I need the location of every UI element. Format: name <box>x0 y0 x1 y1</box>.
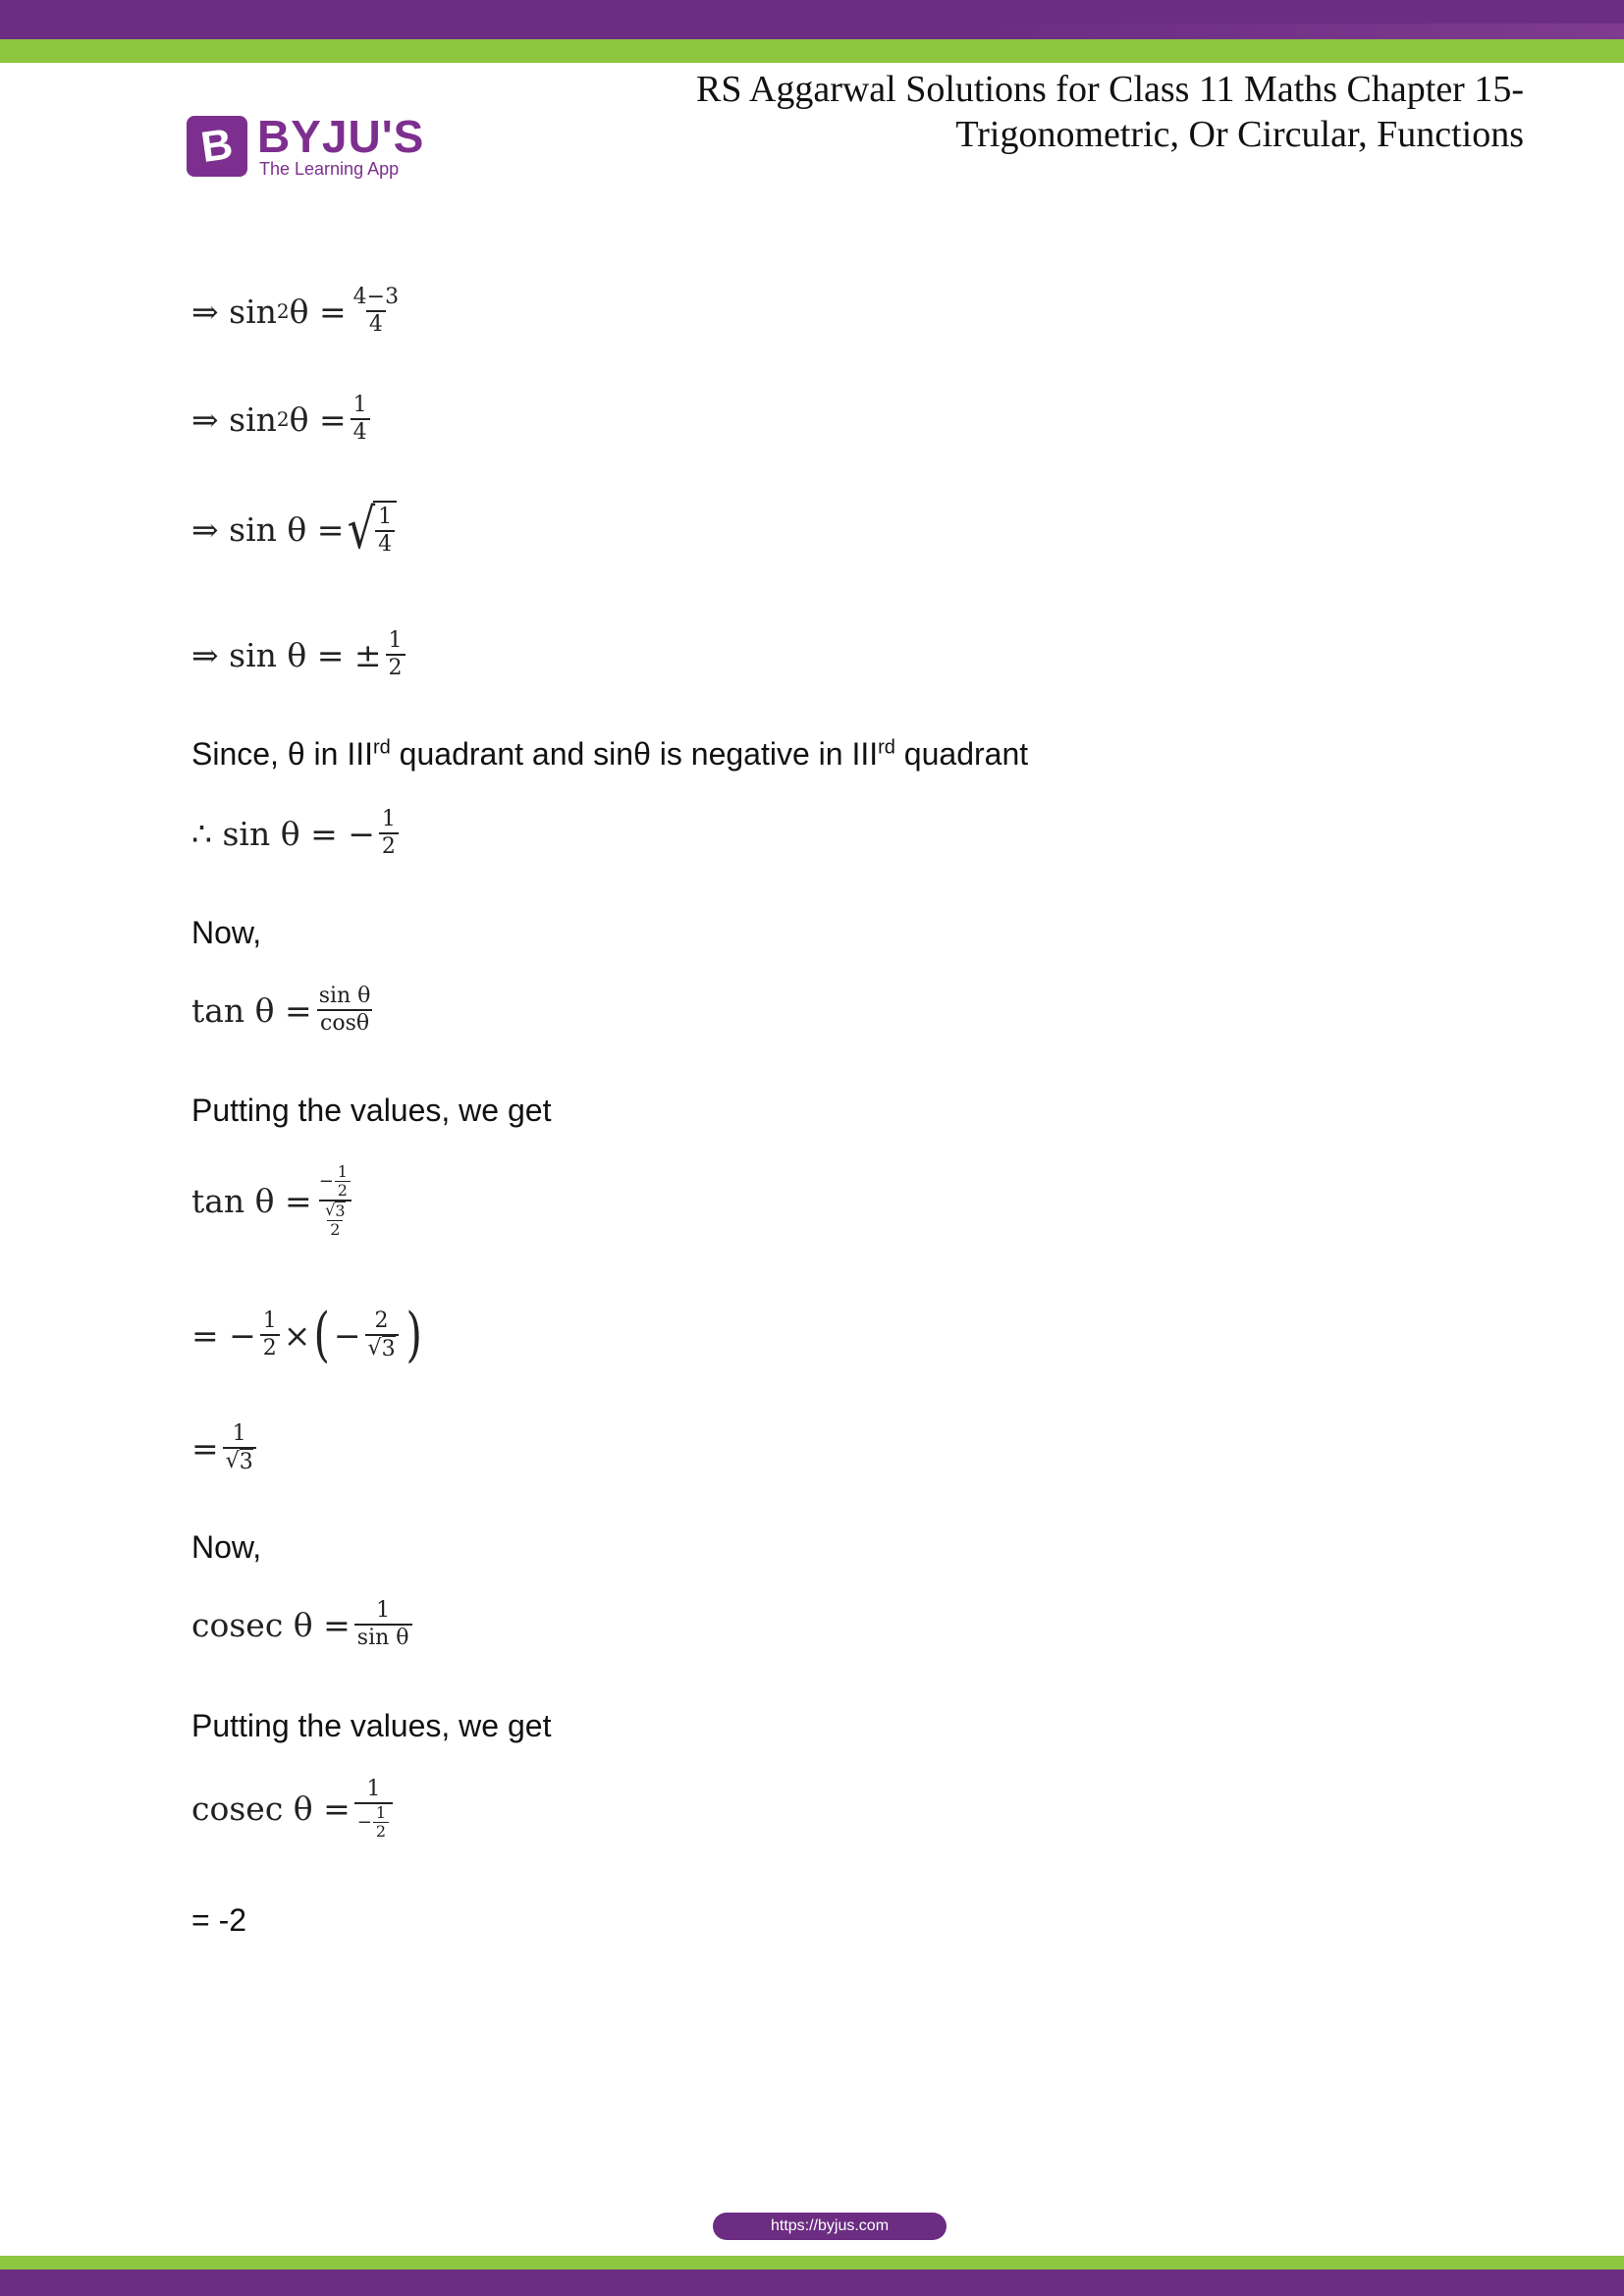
fraction: $\frac{1}{\text{sin θ}}$ <box>354 1598 412 1651</box>
fraction: $\frac{\text{sin θ}}{\cos\theta}$ <box>318 984 371 1036</box>
text-now-2: Now, <box>191 1529 262 1565</box>
fraction: $\frac{4-3}{4}$ <box>352 285 400 337</box>
fraction: $\frac{1}{2}$ <box>379 807 399 860</box>
logo-letter: B <box>197 120 237 172</box>
equation-sin-plus-minus: ⇒ sin θ = ± $\frac{1}{2}$ <box>191 628 409 681</box>
text-putting-values-2: Putting the values, we get <box>191 1708 552 1743</box>
equation-sin-sqrt: ⇒ sin θ = √ $\frac{1}{4}$ <box>191 501 397 558</box>
final-answer: = -2 <box>191 1902 247 1938</box>
compound-fraction: 1 − $\frac{1}{2}$ <box>354 1777 393 1841</box>
document-title <box>696 67 1524 157</box>
text-now: Now, <box>191 915 262 950</box>
byjus-logo-icon <box>187 116 247 177</box>
fraction: $\frac{1}{2}$ <box>386 628 406 681</box>
equation-cosec-substituted: cosec θ = 1 − $\frac{1}{2}$ <box>191 1777 397 1841</box>
top-green-stripe <box>0 37 1624 63</box>
equation-tan-result: = 1 √ 3 <box>191 1421 260 1475</box>
fraction: $\frac{1}{4}$ <box>351 393 370 446</box>
title-line-2: Trigonometric, Or Circular, Functions <box>955 114 1524 155</box>
fraction: 1 √ 3 <box>223 1421 256 1475</box>
fraction: $\frac{1}{2}$ <box>260 1308 280 1362</box>
quadrant-explanation: Since, θ in IIIrd quadrant and sinθ is negative in IIIrd quadrant <box>191 736 1029 772</box>
fraction: 2 √ 3 <box>365 1308 399 1362</box>
equation-cosec-formula: cosec θ = $\frac{1}{\text{sin θ}}$ <box>191 1598 416 1651</box>
compound-fraction: − $\frac{1}{2}$ √ 3 2 <box>316 1163 354 1239</box>
bottom-green-stripe <box>0 2256 1624 2269</box>
text-putting-values: Putting the values, we get <box>191 1093 552 1128</box>
equation-tan-formula: tan θ = $\frac{\text{sin θ}}{\cos\theta}$ <box>191 984 377 1037</box>
brand-name: BYJU'S <box>257 111 425 162</box>
equation-tan-product: = − $\frac{1}{2}$ × ( − 2 √ 3 ) <box>191 1301 422 1369</box>
equation-sin-squared-step1: ⇒ sin 2 θ = $\frac{4-3}{4}$ <box>191 285 406 338</box>
equation-sin-negative: ∴ sin θ = − $\frac{1}{2}$ <box>191 807 403 860</box>
square-root: √ $\frac{1}{4}$ <box>344 501 397 558</box>
title-line-1: RS Aggarwal Solutions for Class 11 Maths Chapter 15- <box>696 69 1524 110</box>
equation-tan-substituted: tan θ = − $\frac{1}{2}$ √ 3 2 <box>191 1163 358 1239</box>
equation-sin-squared-step2: ⇒ sin 2 θ = $\frac{1}{4}$ <box>191 393 374 446</box>
bottom-purple-stripe <box>0 2269 1624 2296</box>
brand-tagline: The Learning App <box>259 159 400 179</box>
footer-url-link[interactable]: https://byjus.com <box>713 2213 947 2240</box>
